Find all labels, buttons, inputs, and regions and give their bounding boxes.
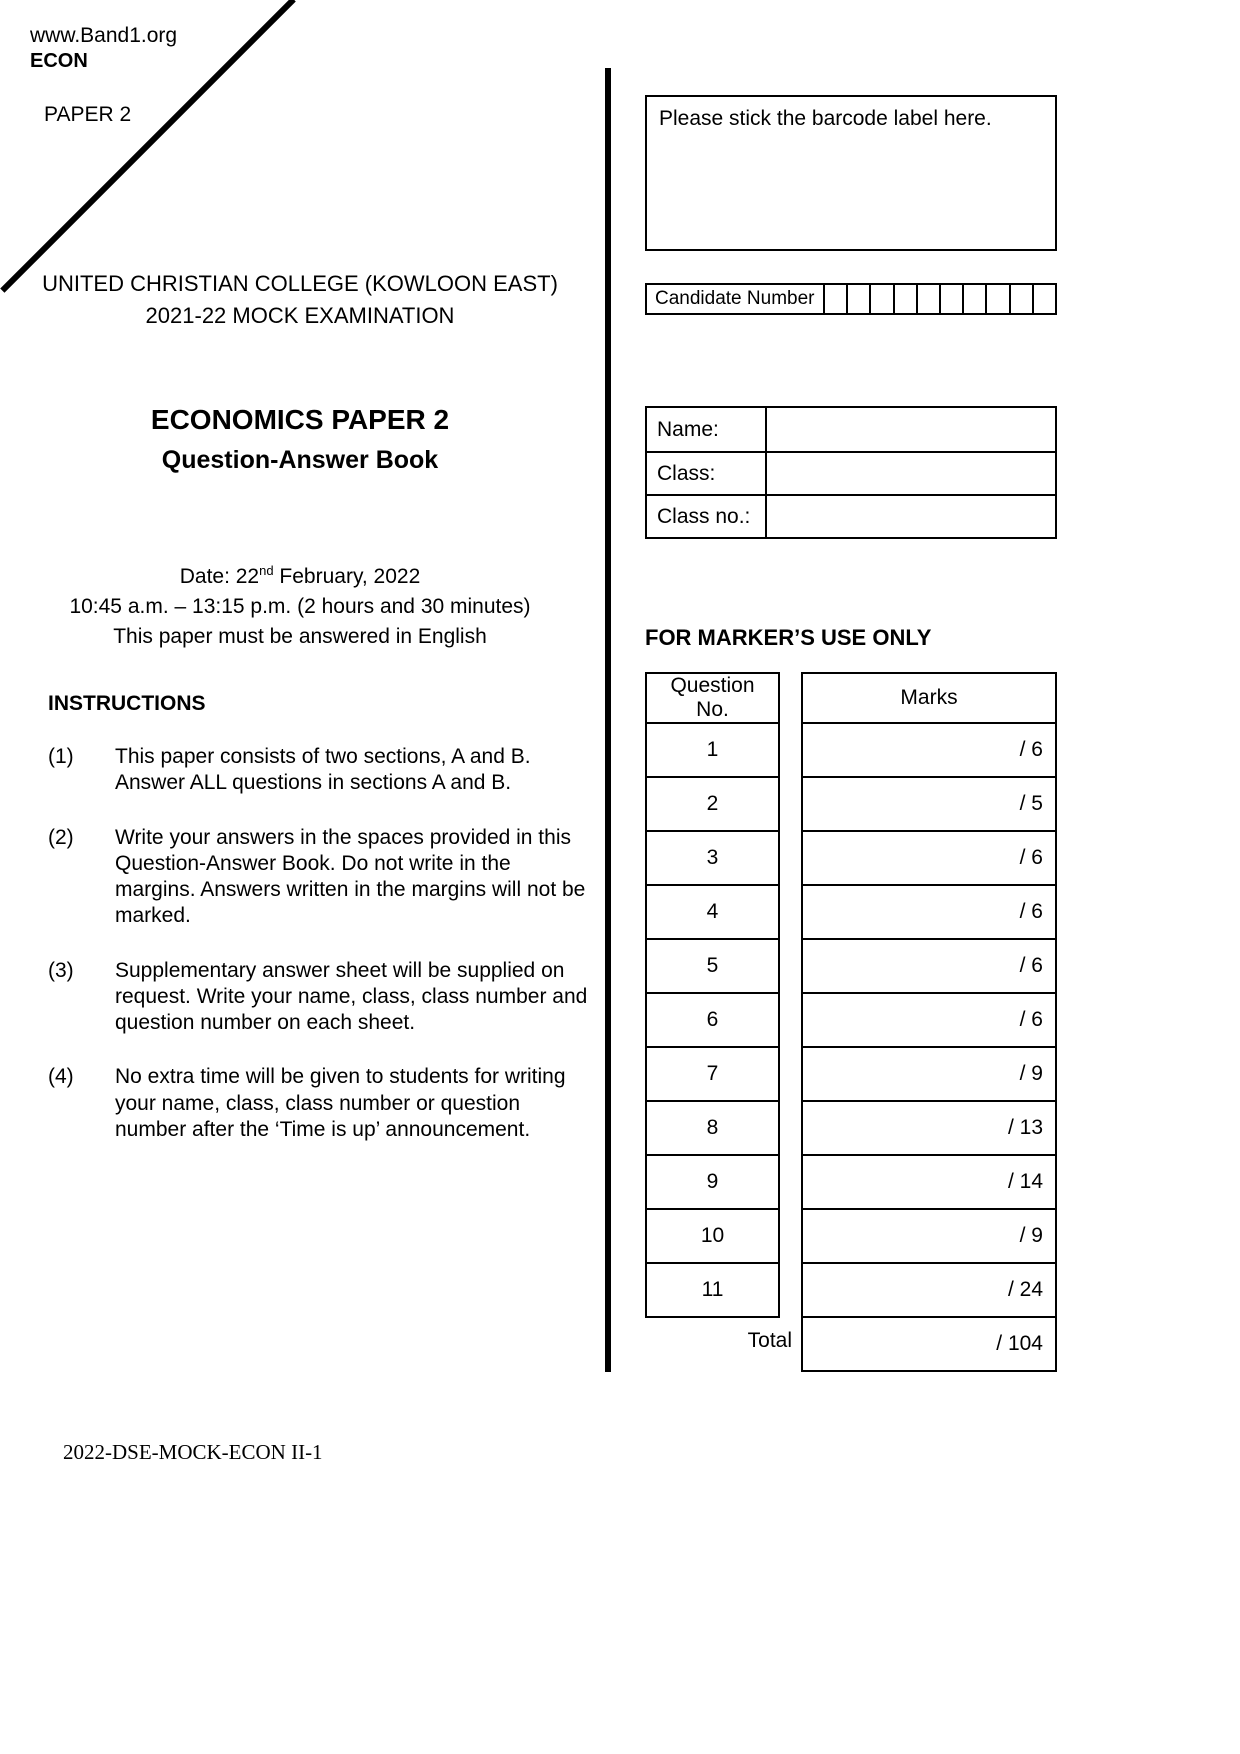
question-number: 4: [647, 884, 778, 938]
question-col-header: Question No.: [670, 673, 755, 721]
question-number: 8: [647, 1100, 778, 1154]
barcode-instruction: Please stick the barcode label here.: [659, 107, 992, 130]
class-field-value: [767, 453, 1055, 494]
instruction-text: No extra time will be given to students for writing your name, class, class number or question number after the ‘Time is up’ announcement.: [115, 1065, 566, 1141]
candidate-number-cell: [962, 285, 985, 313]
question-number: 6: [647, 992, 778, 1046]
date-ordinal-superscript: nd: [259, 563, 274, 578]
class-no-label: Class no.:: [647, 496, 767, 537]
question-number: 7: [647, 1046, 778, 1100]
paper-number: PAPER 2: [44, 103, 132, 126]
marks-cell: / 5: [803, 776, 1055, 830]
instruction-item: [48, 1064, 593, 1143]
candidate-number-cell: [985, 285, 1008, 313]
marks-cell: / 13: [803, 1100, 1055, 1154]
candidate-number-cell: [939, 285, 962, 313]
candidate-number-cell: [869, 285, 892, 313]
student-info-table: [645, 406, 1057, 539]
marks-cell: / 6: [803, 722, 1055, 776]
marks-cell: / 9: [803, 1208, 1055, 1262]
instruction-number: (4): [48, 1065, 74, 1089]
instruction-text: This paper consists of two sections, A and B. Answer ALL questions in sections A and B.: [115, 745, 531, 795]
marks-cell: / 24: [803, 1262, 1055, 1316]
paper-title: ECONOMICS PAPER 2: [150, 404, 450, 435]
instructions-heading: INSTRUCTIONS: [48, 692, 206, 715]
student-name-row: [647, 408, 1055, 451]
instruction-item: [48, 958, 593, 1037]
instruction-number: (3): [48, 958, 74, 982]
candidate-number-cell: [893, 285, 916, 313]
name-field-value: [767, 408, 1055, 451]
marks-cell: / 6: [803, 938, 1055, 992]
question-number: 10: [647, 1208, 778, 1262]
instructions-section: [48, 692, 593, 1143]
instruction-item: [48, 744, 593, 797]
total-label: Total: [747, 1329, 792, 1352]
marks-cell: / 6: [803, 992, 1055, 1046]
language-note: This paper must be answered in English: [113, 624, 487, 648]
question-number-column: [645, 672, 780, 1318]
class-label: Class:: [647, 453, 767, 494]
marks-cell: / 6: [803, 830, 1055, 884]
marks-cell: / 6: [803, 884, 1055, 938]
question-number: 2: [647, 776, 778, 830]
class-no-field-value: [767, 496, 1055, 537]
exam-name: 2021-22 MOCK EXAMINATION: [145, 302, 455, 328]
instruction-number: (2): [48, 825, 74, 849]
title-block: [10, 404, 590, 475]
question-number: 11: [647, 1262, 778, 1316]
student-class-no-row: [647, 494, 1055, 537]
candidate-number-cell: [1009, 285, 1032, 313]
school-block: [10, 268, 590, 332]
student-class-row: [647, 451, 1055, 494]
vertical-divider-line: [605, 68, 611, 1372]
question-number: 9: [647, 1154, 778, 1208]
site-watermark: www.Band1.org: [30, 24, 178, 47]
instruction-text: Write your answers in the spaces provided in this Question-Answer Book. Do not write in the margins. Answers written in the margins will not be marked.: [115, 825, 586, 928]
marks-column: [801, 672, 1057, 1372]
exam-info-block: [10, 562, 590, 651]
exam-time: 10:45 a.m. – 13:15 p.m. (2 hours and 30 minutes): [69, 594, 531, 618]
corner-block: [30, 24, 177, 127]
question-number: 5: [647, 938, 778, 992]
paper-code-footer: 2022-DSE-MOCK-ECON II-1: [63, 1440, 323, 1464]
candidate-number-cell: [846, 285, 869, 313]
candidate-number-cell: [916, 285, 939, 313]
instruction-text: Supplementary answer sheet will be supplied on request. Write your name, class, class number and question number on each sheet.: [115, 958, 588, 1034]
subject-code: ECON: [30, 50, 88, 72]
instruction-item: [48, 825, 593, 930]
question-number: 3: [647, 830, 778, 884]
total-marks-cell: / 104: [803, 1316, 1055, 1370]
marks-col-header: Marks: [900, 686, 958, 709]
candidate-number-cell: [823, 285, 846, 313]
school-name: UNITED CHRISTIAN COLLEGE (KOWLOON EAST): [42, 271, 558, 296]
candidate-number-cell: [1032, 285, 1055, 313]
exam-date: Date: 22nd February, 2022: [179, 563, 421, 588]
name-label: Name:: [647, 408, 767, 451]
question-number: 1: [647, 722, 778, 776]
marks-cell: / 14: [803, 1154, 1055, 1208]
marks-cell: / 9: [803, 1046, 1055, 1100]
candidate-number-label: Candidate Number: [655, 288, 815, 309]
paper-subtitle: Question-Answer Book: [161, 446, 439, 474]
instruction-number: (1): [48, 745, 74, 768]
marker-use-heading: FOR MARKER’S USE ONLY: [645, 625, 932, 650]
candidate-number-row: [645, 283, 1057, 315]
barcode-label-box: [645, 95, 1057, 251]
